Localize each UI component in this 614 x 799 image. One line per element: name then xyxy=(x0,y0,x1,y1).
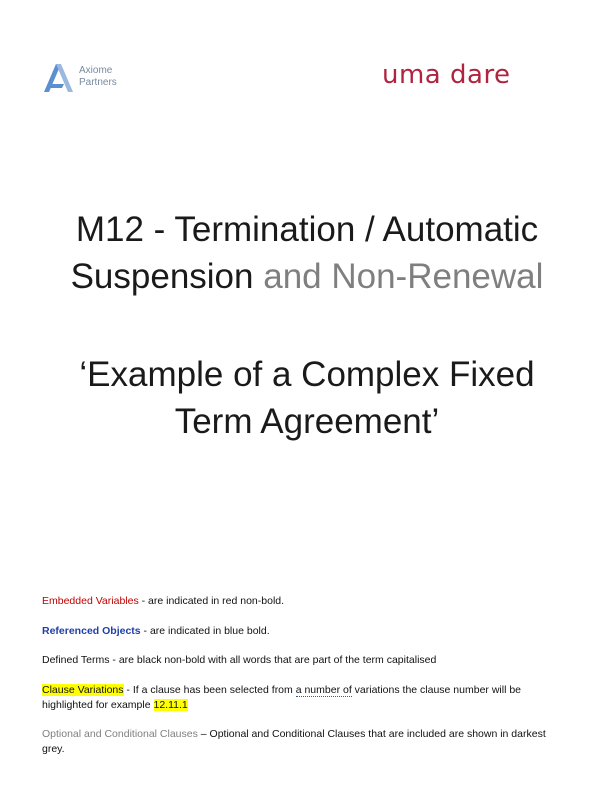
referenced-objects-label: Referenced Objects xyxy=(42,625,141,637)
legend-optional-clauses xyxy=(42,727,562,757)
axiome-logo-mark-icon xyxy=(42,60,76,94)
document-title xyxy=(0,206,614,300)
uma-dare-logo: uma dare xyxy=(382,60,511,90)
legend-embedded-variables xyxy=(42,594,284,609)
subtitle-line2: Term Agreement’ xyxy=(174,402,440,441)
title-line2-black: Suspension xyxy=(70,257,254,296)
clause-variations-text-b: variations the clause number will be highlighted for example xyxy=(42,684,522,711)
subtitle-line1: ‘Example of a Complex Fixed xyxy=(79,355,535,394)
title-line1: M12 - Termination / Automatic xyxy=(75,210,539,249)
legend-referenced-objects xyxy=(42,624,270,639)
optional-clauses-label: Optional and Conditional Clauses xyxy=(42,728,198,740)
clause-example-number: 12.11.1 xyxy=(153,699,188,711)
optional-clauses-text: – Optional and Conditional Clauses that are included are shown in darkest grey. xyxy=(42,728,546,755)
embedded-variables-text: - are indicated in red non-bold. xyxy=(138,595,285,607)
document-subtitle xyxy=(0,351,614,445)
legend-clause-variations xyxy=(42,683,562,713)
axiome-partners-logo xyxy=(42,60,117,94)
referenced-objects-text: - are indicated in blue bold. xyxy=(140,625,270,637)
clause-variations-text-a: - If a clause has been selected from xyxy=(123,684,296,696)
embedded-variables-label: Embedded Variables xyxy=(42,595,139,607)
clause-variations-label: Clause Variations xyxy=(42,684,124,696)
axiome-logo-line1: Axiome xyxy=(79,65,113,76)
axiome-logo-line2: Partners xyxy=(79,77,117,88)
title-line2 xyxy=(0,253,614,300)
clause-variations-dotted-text: a number of xyxy=(295,684,352,696)
title-line2-grey: and Non-Renewal xyxy=(263,257,544,296)
legend-defined-terms: Defined Terms - are black non-bold with all words that are part of the term capitalised xyxy=(42,654,437,666)
